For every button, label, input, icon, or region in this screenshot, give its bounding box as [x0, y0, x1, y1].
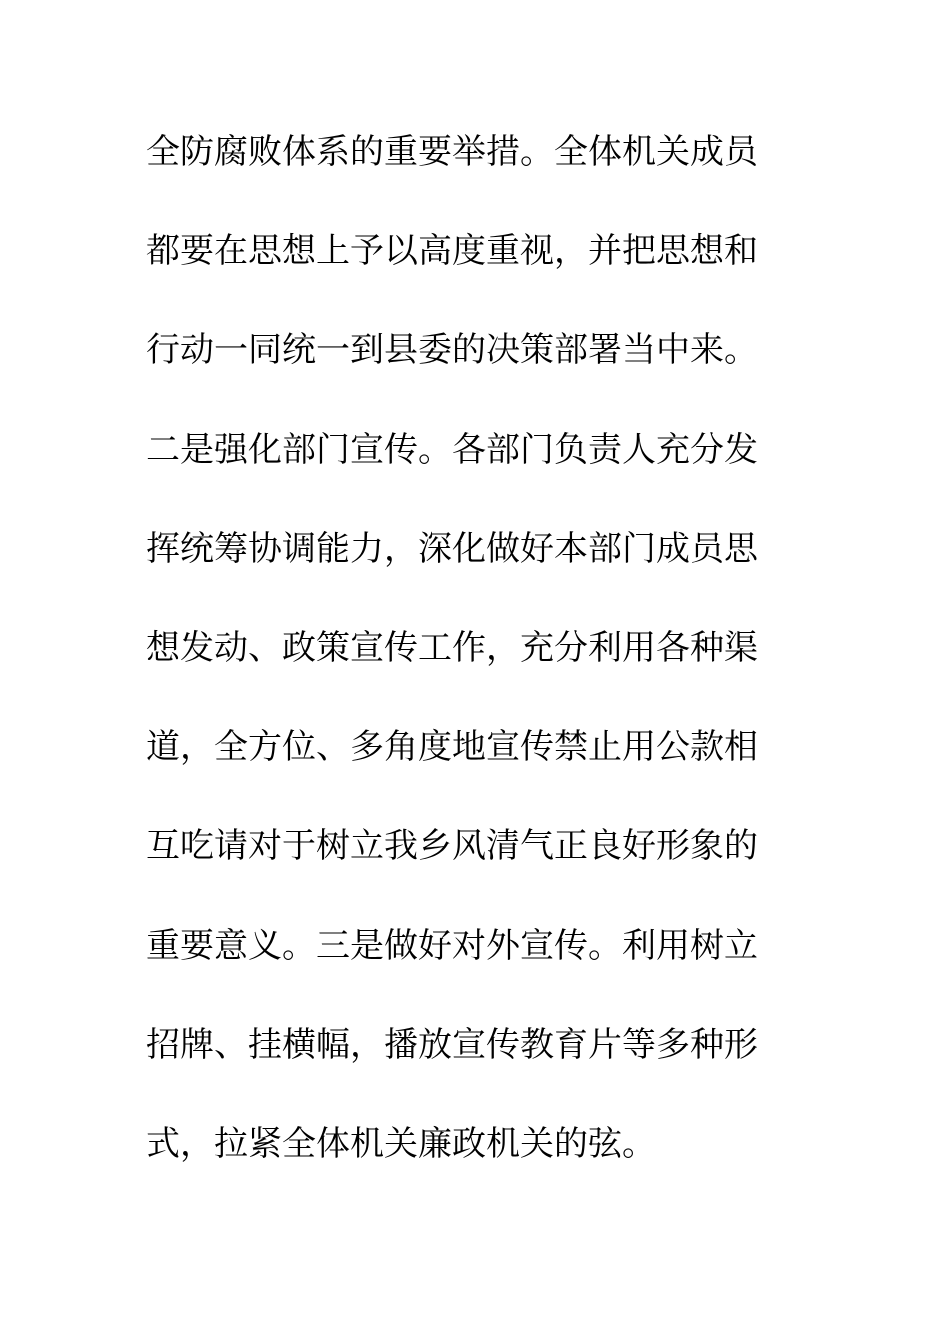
text-line-8: 互吃请对于树立我乡风清气正良好形象的 [146, 826, 758, 867]
body-text [146, 124, 806, 1215]
text-line-10: 招牌、挂横幅，播放宣传教育片等多种形 [146, 1024, 758, 1065]
text-line-5: 挥统筹协调能力，深化做好本部门成员思 [146, 528, 758, 569]
text-line-4: 二是强化部门宣传。各部门负责人充分发 [146, 429, 758, 470]
text-line-9: 重要意义。三是做好对外宣传。利用树立 [146, 925, 758, 966]
text-line-11: 式，拉紧全体机关廉政机关的弦。 [146, 1123, 656, 1164]
text-line-6: 想发动、政策宣传工作，充分利用各种渠 [146, 627, 758, 668]
text-line-1: 全防腐败体系的重要举措。全体机关成员 [146, 132, 758, 172]
text-line-7: 道，全方位、多角度地宣传禁止用公款相 [146, 727, 758, 768]
text-line-3: 行动一同统一到县委的决策部署当中来。 [146, 330, 758, 371]
text-line-2: 都要在思想上予以高度重视，并把思想和 [146, 231, 758, 272]
